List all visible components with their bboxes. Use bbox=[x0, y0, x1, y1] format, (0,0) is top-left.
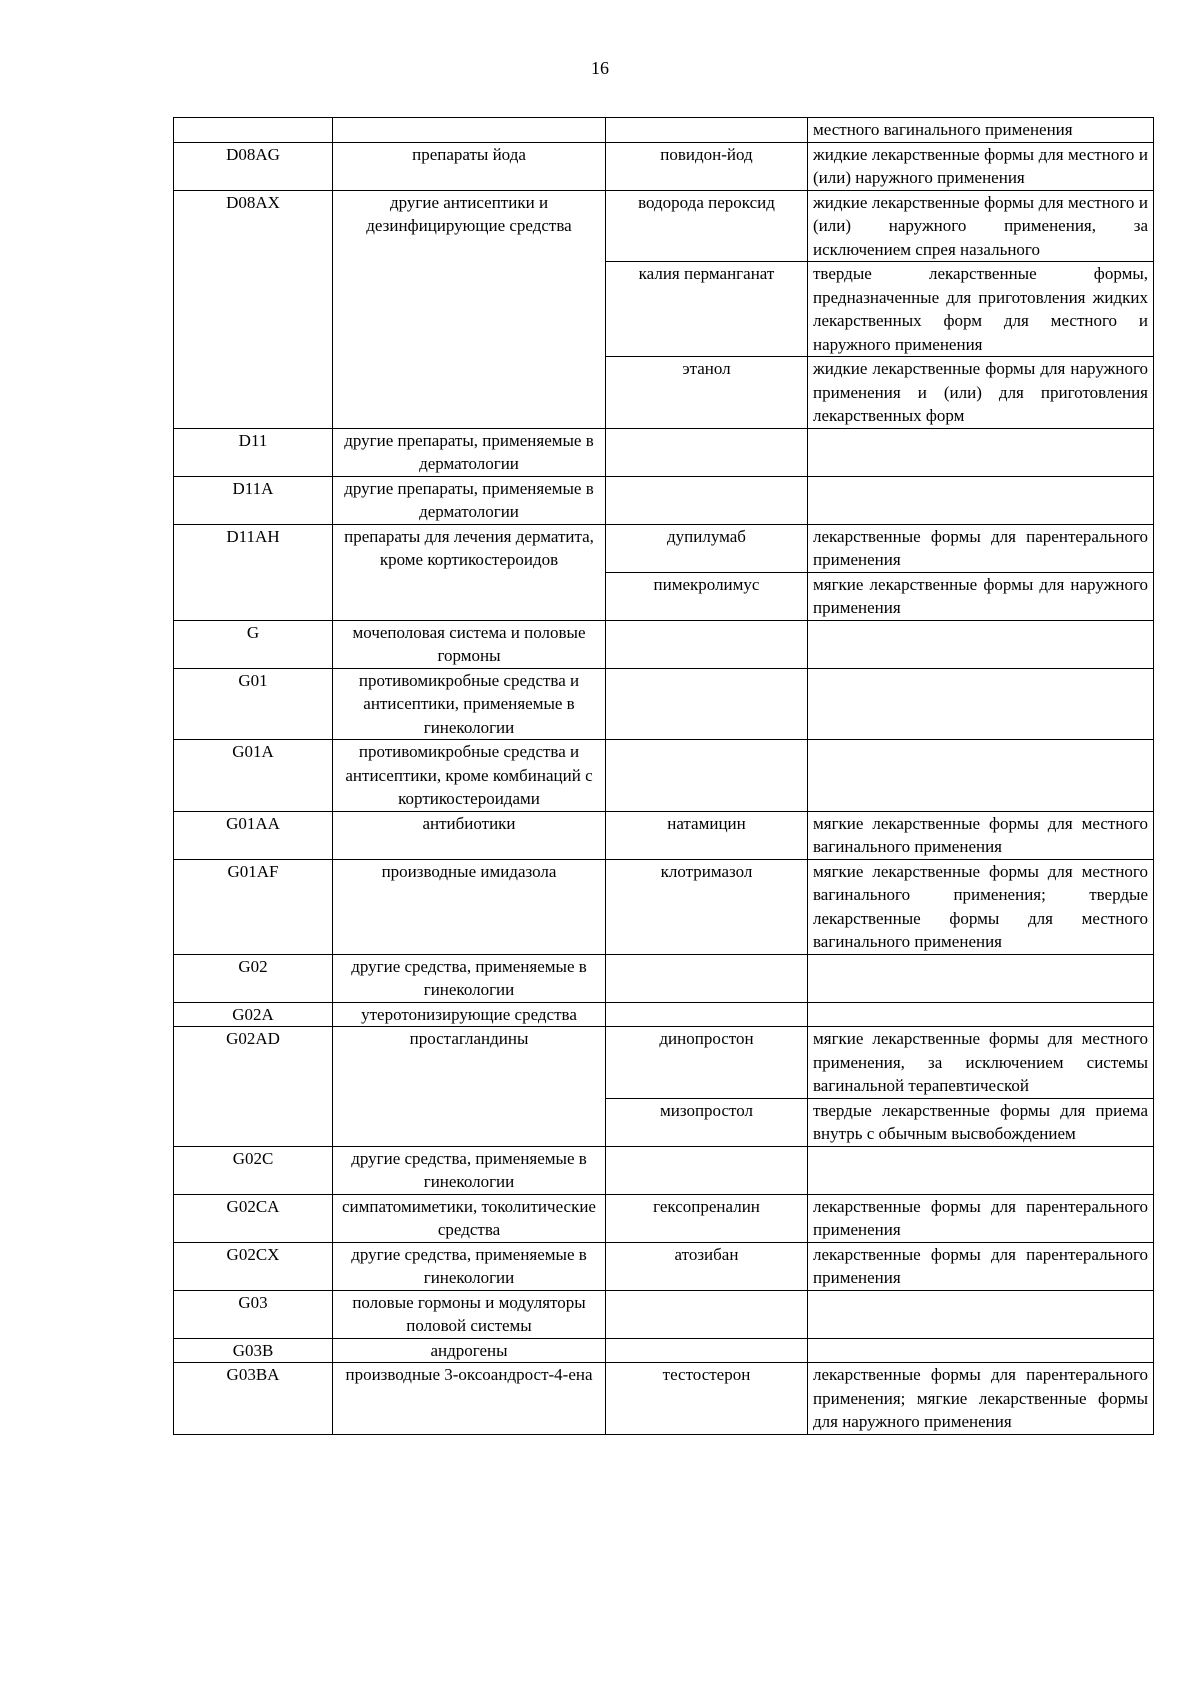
group-name-cell: другие средства, применяемые в гинекологии bbox=[333, 1242, 606, 1290]
dosage-form-cell bbox=[808, 1290, 1154, 1338]
group-name-cell: другие препараты, применяемые в дерматологии bbox=[333, 428, 606, 476]
dosage-form-cell bbox=[808, 740, 1154, 812]
drug-name-cell bbox=[606, 740, 808, 812]
table-row bbox=[174, 668, 1154, 740]
drug-name-cell bbox=[606, 1146, 808, 1194]
dosage-form-cell: лекарственные формы для парентерального применения; мягкие лекарственные формы для наружного применения bbox=[808, 1363, 1154, 1435]
drug-name-cell bbox=[606, 668, 808, 740]
group-name-cell: утеротонизирующие средства bbox=[333, 1002, 606, 1027]
drug-name-cell: атозибан bbox=[606, 1242, 808, 1290]
table-row bbox=[174, 740, 1154, 812]
drug-name-cell bbox=[606, 428, 808, 476]
group-name-cell: противомикробные средства и антисептики, кроме комбинаций с кортикостероидами bbox=[333, 740, 606, 812]
group-name-cell: симпатомиметики, токолитические средства bbox=[333, 1194, 606, 1242]
page-number: 16 bbox=[591, 58, 609, 78]
atc-code-cell: D11A bbox=[174, 476, 333, 524]
drug-name-cell bbox=[606, 118, 808, 143]
table-row bbox=[174, 1290, 1154, 1338]
drug-name-cell: мизопростол bbox=[606, 1098, 808, 1146]
dosage-form-cell bbox=[808, 620, 1154, 668]
table-row bbox=[174, 1363, 1154, 1435]
table-row bbox=[174, 428, 1154, 476]
dosage-form-cell: жидкие лекарственные формы для местного и (или) наружного применения, за исключением спрея назального bbox=[808, 190, 1154, 262]
group-name-cell: противомикробные средства и антисептики, применяемые в гинекологии bbox=[333, 668, 606, 740]
table-row bbox=[174, 859, 1154, 954]
atc-code-cell: G02C bbox=[174, 1146, 333, 1194]
group-name-cell: другие средства, применяемые в гинекологии bbox=[333, 1146, 606, 1194]
table-row bbox=[174, 1194, 1154, 1242]
table-row bbox=[174, 811, 1154, 859]
atc-code-cell: G01A bbox=[174, 740, 333, 812]
group-name-cell: производные имидазола bbox=[333, 859, 606, 954]
table-row bbox=[174, 476, 1154, 524]
table-row bbox=[174, 1338, 1154, 1363]
dosage-form-cell: мягкие лекарственные формы для местного вагинального применения; твердые лекарственные формы для местного вагинального применения bbox=[808, 859, 1154, 954]
dosage-form-cell bbox=[808, 476, 1154, 524]
drug-name-cell bbox=[606, 1338, 808, 1363]
drug-name-cell bbox=[606, 954, 808, 1002]
dosage-form-cell: местного вагинального применения bbox=[808, 118, 1154, 143]
group-name-cell: половые гормоны и модуляторы половой системы bbox=[333, 1290, 606, 1338]
group-name-cell: производные 3-оксоандрост-4-ена bbox=[333, 1363, 606, 1435]
group-name-cell: другие антисептики и дезинфицирующие средства bbox=[333, 190, 606, 428]
table-row bbox=[174, 1242, 1154, 1290]
dosage-form-cell bbox=[808, 1146, 1154, 1194]
atc-code-cell: D08AG bbox=[174, 142, 333, 190]
group-name-cell: простагландины bbox=[333, 1027, 606, 1147]
atc-code-cell: G bbox=[174, 620, 333, 668]
table-row bbox=[174, 1002, 1154, 1027]
group-name-cell: препараты йода bbox=[333, 142, 606, 190]
dosage-form-cell: жидкие лекарственные формы для наружного применения и (или) для приготовления лекарственных форм bbox=[808, 357, 1154, 429]
table-row bbox=[174, 954, 1154, 1002]
drug-name-cell: этанол bbox=[606, 357, 808, 429]
drug-name-cell: клотримазол bbox=[606, 859, 808, 954]
dosage-form-cell bbox=[808, 428, 1154, 476]
drug-name-cell: повидон-йод bbox=[606, 142, 808, 190]
drug-name-cell: гексопреналин bbox=[606, 1194, 808, 1242]
drug-name-cell: дупилумаб bbox=[606, 524, 808, 572]
dosage-form-cell: мягкие лекарственные формы для наружного применения bbox=[808, 572, 1154, 620]
table-row bbox=[174, 524, 1154, 572]
dosage-form-cell: лекарственные формы для парентерального применения bbox=[808, 1242, 1154, 1290]
atc-code-cell: G01AF bbox=[174, 859, 333, 954]
table-row bbox=[174, 118, 1154, 143]
dosage-form-cell bbox=[808, 1338, 1154, 1363]
drug-name-cell: динопростон bbox=[606, 1027, 808, 1099]
dosage-form-cell bbox=[808, 954, 1154, 1002]
atc-code-cell: G01 bbox=[174, 668, 333, 740]
drug-name-cell bbox=[606, 620, 808, 668]
atc-code-cell bbox=[174, 118, 333, 143]
drug-name-cell: калия перманганат bbox=[606, 262, 808, 357]
group-name-cell: мочеполовая система и половые гормоны bbox=[333, 620, 606, 668]
group-name-cell bbox=[333, 118, 606, 143]
dosage-form-cell: твердые лекарственные формы для приема внутрь с обычным высвобождением bbox=[808, 1098, 1154, 1146]
group-name-cell: антибиотики bbox=[333, 811, 606, 859]
dosage-form-cell: мягкие лекарственные формы для местного вагинального применения bbox=[808, 811, 1154, 859]
atc-drug-table bbox=[173, 117, 1154, 1435]
group-name-cell: препараты для лечения дерматита, кроме кортикостероидов bbox=[333, 524, 606, 620]
dosage-form-cell: мягкие лекарственные формы для местного применения, за исключением системы вагинальной терапевтической bbox=[808, 1027, 1154, 1099]
dosage-form-cell bbox=[808, 668, 1154, 740]
atc-code-cell: D08AX bbox=[174, 190, 333, 428]
table-row bbox=[174, 620, 1154, 668]
atc-code-cell: D11AH bbox=[174, 524, 333, 620]
table-row bbox=[174, 1146, 1154, 1194]
atc-code-cell: D11 bbox=[174, 428, 333, 476]
dosage-form-cell: твердые лекарственные формы, предназначенные для приготовления жидких лекарственных форм для местного и наружного применения bbox=[808, 262, 1154, 357]
dosage-form-cell: жидкие лекарственные формы для местного и (или) наружного применения bbox=[808, 142, 1154, 190]
table-row bbox=[174, 190, 1154, 262]
table-row bbox=[174, 1027, 1154, 1099]
atc-code-cell: G03 bbox=[174, 1290, 333, 1338]
group-name-cell: андрогены bbox=[333, 1338, 606, 1363]
dosage-form-cell bbox=[808, 1002, 1154, 1027]
drug-name-cell: пимекролимус bbox=[606, 572, 808, 620]
dosage-form-cell: лекарственные формы для парентерального применения bbox=[808, 1194, 1154, 1242]
table-row bbox=[174, 142, 1154, 190]
atc-code-cell: G02A bbox=[174, 1002, 333, 1027]
atc-code-cell: G02 bbox=[174, 954, 333, 1002]
drug-name-cell bbox=[606, 1002, 808, 1027]
atc-code-cell: G02AD bbox=[174, 1027, 333, 1147]
group-name-cell: другие средства, применяемые в гинекологии bbox=[333, 954, 606, 1002]
drug-name-cell bbox=[606, 476, 808, 524]
group-name-cell: другие препараты, применяемые в дерматологии bbox=[333, 476, 606, 524]
atc-code-cell: G02CX bbox=[174, 1242, 333, 1290]
drug-name-cell: водорода пероксид bbox=[606, 190, 808, 262]
drug-name-cell: тестостерон bbox=[606, 1363, 808, 1435]
atc-code-cell: G03BA bbox=[174, 1363, 333, 1435]
drug-name-cell: натамицин bbox=[606, 811, 808, 859]
atc-code-cell: G01AA bbox=[174, 811, 333, 859]
atc-code-cell: G02CA bbox=[174, 1194, 333, 1242]
drug-name-cell bbox=[606, 1290, 808, 1338]
atc-code-cell: G03B bbox=[174, 1338, 333, 1363]
dosage-form-cell: лекарственные формы для парентерального применения bbox=[808, 524, 1154, 572]
